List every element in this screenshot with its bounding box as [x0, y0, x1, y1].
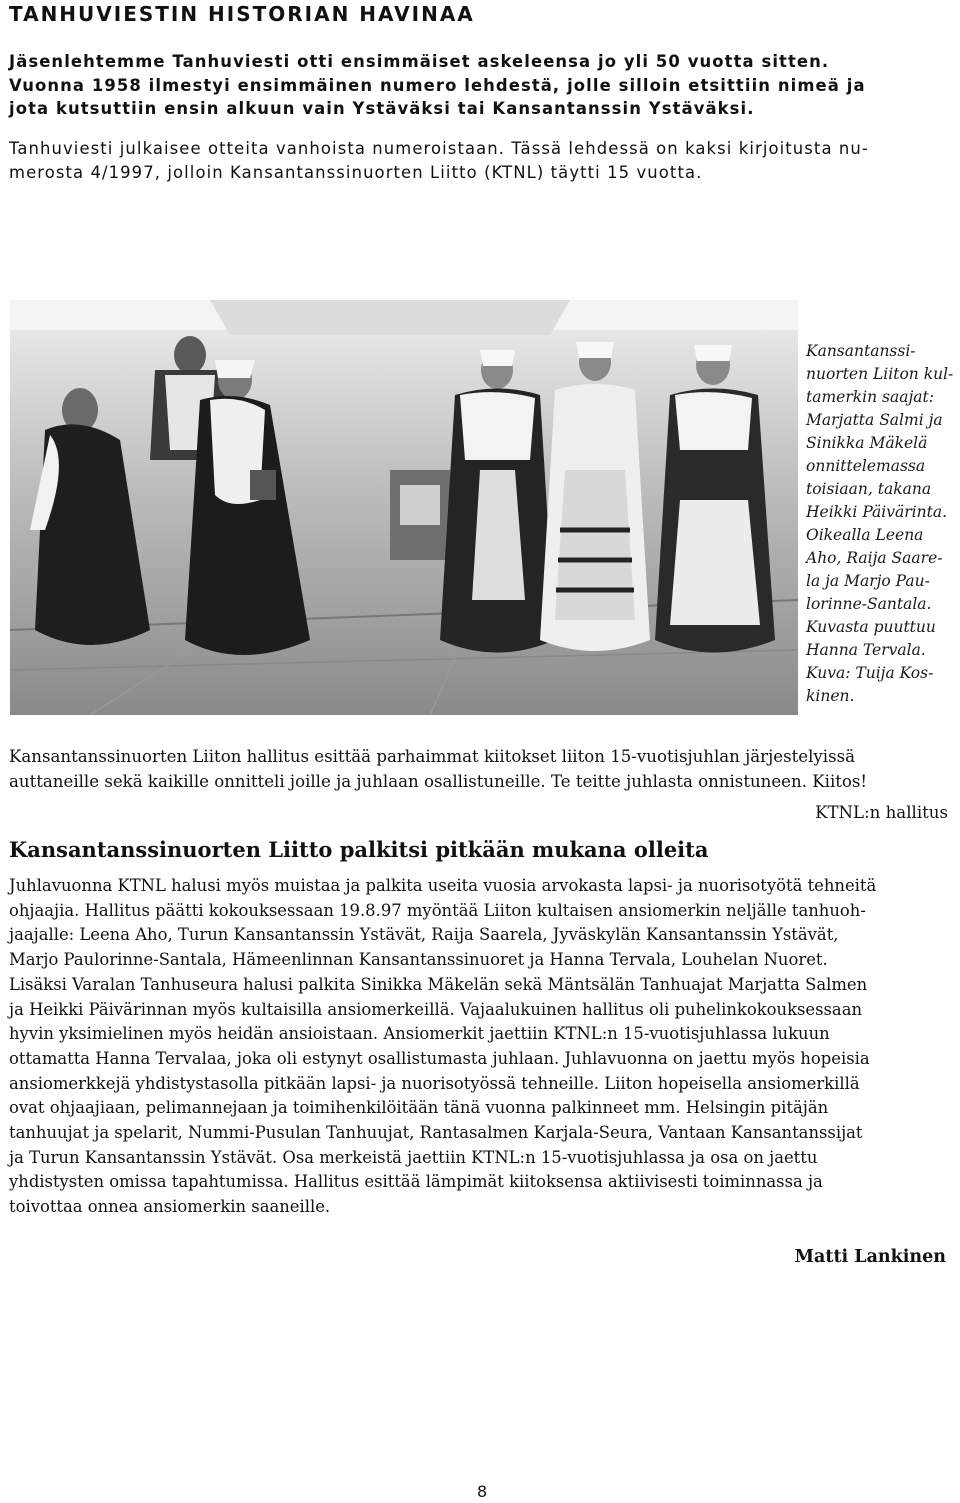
article-heading: Kansantanssinuorten Liitto palkitsi pitkään mukana olleita	[9, 837, 709, 862]
article-line: ja Turun Kansantanssin Ystävät. Osa merkeistä jaettiin KTNL:n 15-vuotisjuhlassa ja osa on jaettu	[9, 1147, 818, 1167]
caption-line: Kuvasta puuttuu	[806, 618, 936, 636]
folk-dancers-photo	[10, 300, 798, 715]
intro-line: Tanhuviesti julkaisee otteita vanhoista numeroistaan. Tässä lehdessä on kaksi kirjoitusta nu-	[9, 139, 869, 158]
article-line: ohjaajia. Hallitus päätti kokouksessaan 19.8.97 myöntää Liiton kultaisen ansiomerkin neljälle tanhuoh-	[9, 900, 866, 920]
article-line: jaajalle: Leena Aho, Turun Kansantanssin Ystävät, Raija Saarela, Jyväskylän Kansantanssin Ystävät,	[9, 925, 839, 945]
article-line: tanhuujat ja spelarit, Nummi-Pusulan Tanhuujat, Rantasalmen Karjala-Seura, Vantaan Kansantanssijat	[9, 1123, 863, 1143]
caption-line: kinen.	[806, 687, 855, 705]
intro-bold-line: jota kutsuttiin ensin alkuun vain Ystäväksi tai Kansantanssin Ystäväksi.	[9, 99, 755, 118]
caption-line: Oikealla Leena	[806, 526, 924, 544]
caption-line: Hanna Tervala.	[806, 641, 926, 659]
thanks-line: auttaneille sekä kaikille onnitteli joille ja juhlaan osallistuneille. Te teitte juhlasta onnistuneen. Kiitos!	[9, 771, 868, 791]
article-line: toivottaa onnea ansiomerkin saaneille.	[9, 1197, 331, 1217]
article-line: ottamatta Hanna Tervalaa, joka oli estynyt osallistumasta juhlaan. Juhlavuonna on jaettu myös hopeisia	[9, 1048, 870, 1068]
intro-bold-line: Jäsenlehtemme Tanhuviesti otti ensimmäiset askeleensa jo yli 50 vuotta sitten.	[9, 52, 830, 71]
caption-line: la ja Marjo Pau-	[806, 572, 930, 590]
thanks-paragraph	[9, 745, 954, 794]
article-line: yhdistysten omissa tapahtumissa. Hallitus esittää lämpimät kiitoksensa aktiivisesti toiminnassa ja	[9, 1172, 823, 1192]
caption-line: lorinne-Santala.	[806, 595, 932, 613]
article-line: ja Heikki Päivärinnan myös kultaisilla ansiomerkeillä. Vajaalukuinen hallitus oli puhelinkokouksessaan	[9, 999, 863, 1019]
intro-bold-line: Vuonna 1958 ilmestyi ensimmäinen numero lehdestä, jolle silloin etsittiin nimeä ja	[9, 75, 866, 95]
article-author: Matti Lankinen	[794, 1247, 946, 1267]
article-body	[9, 874, 954, 1220]
caption-line: Heikki Päivärinta.	[806, 503, 947, 521]
caption-line: Kansantanssi-	[806, 342, 916, 360]
intro-bold-paragraph	[9, 50, 954, 121]
caption-line: onnittelemassa	[806, 457, 926, 475]
page-title: TANHUVIESTIN HISTORIAN HAVINAA	[9, 2, 475, 26]
caption-line: Sinikka Mäkelä	[806, 434, 928, 452]
page-number: 8	[477, 1482, 488, 1501]
caption-line: Kuva: Tuija Kos-	[806, 664, 934, 682]
photo-caption	[806, 340, 958, 708]
article-line: ovat ohjaajiaan, pelimannejaan ja toimihenkilöitään tänä vuonna palkinneet mm. Helsingin pitäjän	[9, 1098, 829, 1118]
article-line: Lisäksi Varalan Tanhuseura halusi palkita Sinikka Mäkelän sekä Mäntsälän Tanhuajat Marjatta Salmen	[9, 974, 868, 994]
caption-line: tamerkin saajat:	[806, 388, 934, 406]
thanks-signature: KTNL:n hallitus	[815, 803, 948, 822]
article-line: hyvin yksimielinen myös heidän ansioistaan. Ansiomerkit jaettiin KTNL:n 15-vuotisjuhlassa lukuun	[9, 1024, 830, 1044]
intro-paragraph	[9, 137, 954, 184]
thanks-line: Kansantanssinuorten Liiton hallitus esittää parhaimmat kiitokset liiton 15-vuotisjuhlan järjestelyissä	[9, 747, 855, 766]
intro-line: merosta 4/1997, jolloin Kansantanssinuorten Liitto (KTNL) täytti 15 vuotta.	[9, 162, 703, 182]
caption-line: Marjatta Salmi ja	[806, 411, 943, 429]
article-line: ansiomerkkejä yhdistystasolla pitkään lapsi- ja nuorisotyössä tehneille. Liiton hopeisella ansiomerkillä	[9, 1073, 860, 1093]
article-line: Juhlavuonna KTNL halusi myös muistaa ja palkita useita vuosia arvokasta lapsi- ja nuorisotyötä tehneitä	[9, 876, 877, 895]
caption-line: Aho, Raija Saare-	[806, 549, 943, 567]
article-line: Marjo Paulorinne-Santala, Hämeenlinnan Kansantanssinuoret ja Hanna Tervala, Louhelan Nuoret.	[9, 950, 828, 970]
caption-line: toisiaan, takana	[806, 480, 932, 498]
caption-line: nuorten Liiton kul-	[806, 365, 954, 383]
